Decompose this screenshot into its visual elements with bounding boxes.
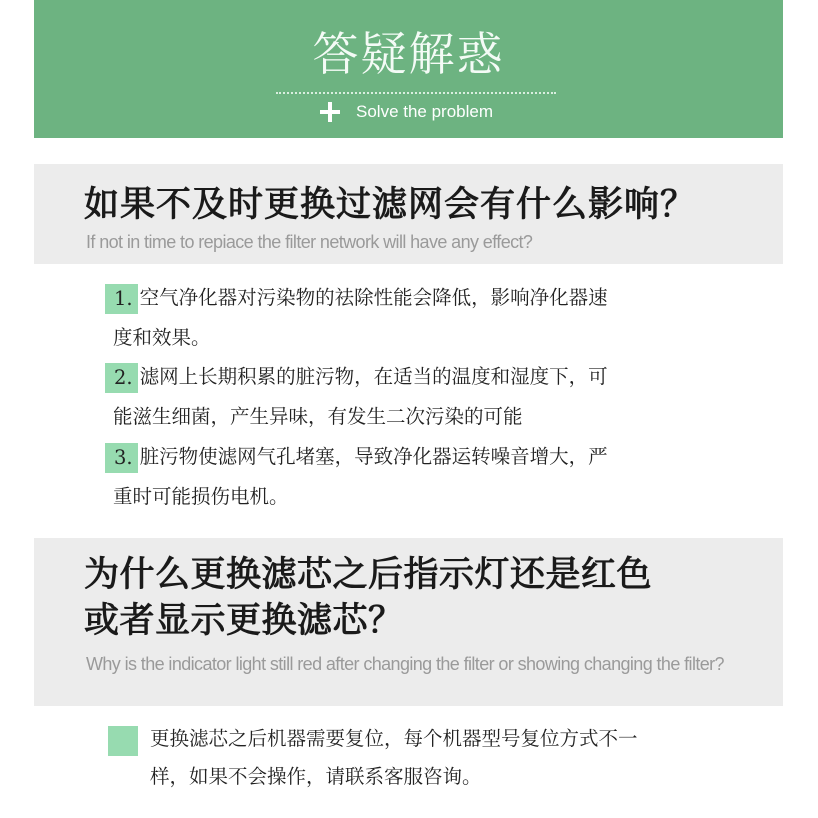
answer-number-badge: 1. bbox=[105, 284, 138, 314]
answer-item-4 bbox=[150, 720, 740, 796]
answer-text: 度和效果。 bbox=[113, 326, 211, 349]
header-banner bbox=[34, 0, 783, 138]
answer-text: 更换滤芯之后机器需要复位，每个机器型号复位方式不一 bbox=[150, 727, 638, 750]
answer-text: 空气净化器对污染物的祛除性能会降低，影响净化器速 bbox=[139, 286, 608, 309]
plus-icon bbox=[320, 102, 340, 122]
answer-text: 能滋生细菌，产生异味，有发生二次污染的可能 bbox=[113, 405, 523, 428]
answer-marker bbox=[108, 726, 138, 756]
question-subtitle: If not in time to repiace the filter network will have any effect? bbox=[86, 232, 533, 252]
answer-item-1 bbox=[105, 278, 705, 358]
answer-item-2 bbox=[105, 357, 705, 437]
question-title: 如果不及时更换过滤网会有什么影响？ bbox=[84, 185, 697, 225]
answer-text: 样，如果不会操作，请联系客服咨询。 bbox=[150, 765, 482, 788]
question-subtitle: Why is the indicator light still red after changing the filter or showing changing the filter? bbox=[86, 654, 724, 674]
answer-number-badge: 2. bbox=[105, 363, 138, 393]
answer-text: 重时可能损伤电机。 bbox=[113, 485, 289, 508]
banner-subtitle: Solve the problem bbox=[356, 102, 494, 121]
question-box-2 bbox=[34, 538, 783, 706]
banner-subtitle-row bbox=[320, 100, 493, 124]
question-title-line: 为什么更换滤芯之后指示灯还是红色 bbox=[84, 555, 653, 595]
question-title bbox=[84, 552, 652, 644]
answer-text: 脏污物使滤网气孔堵塞，导致净化器运转噪音增大，严 bbox=[139, 445, 608, 468]
dotted-divider bbox=[276, 92, 556, 94]
banner-title: 答疑解惑 bbox=[312, 27, 505, 81]
answer-number-badge: 3. bbox=[105, 443, 138, 473]
question-title-line: 或者显示更换滤芯？ bbox=[84, 601, 404, 641]
answer-item-3 bbox=[105, 437, 705, 517]
answer-text: 滤网上长期积累的脏污物，在适当的温度和湿度下，可 bbox=[139, 365, 608, 388]
question-box-1 bbox=[34, 164, 783, 264]
